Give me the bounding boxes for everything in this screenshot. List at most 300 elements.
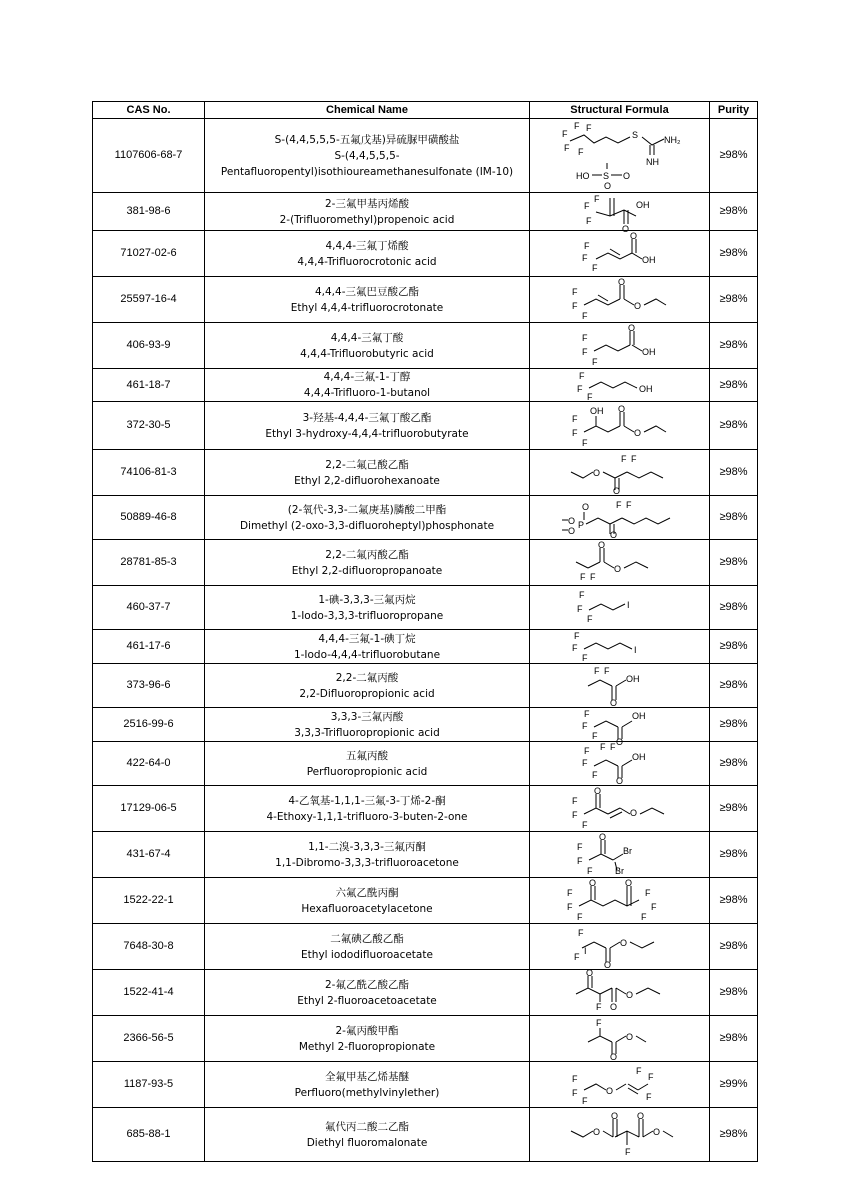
atom-label: O — [613, 563, 621, 574]
atom-label: OH — [631, 710, 645, 721]
atom-label: F — [573, 120, 579, 131]
atom-label: F — [603, 665, 609, 676]
cas-number: 381-98-6 — [93, 193, 205, 231]
atom-label: Br — [622, 845, 632, 856]
structure-drawing — [570, 404, 670, 448]
table-row — [93, 119, 758, 193]
atom-label: F — [576, 911, 582, 922]
atom-label: F — [577, 927, 583, 938]
purity-value: ≥98% — [710, 924, 758, 970]
purity-value: ≥98% — [710, 878, 758, 924]
structural-formula — [530, 1062, 710, 1108]
atom-label: F — [593, 665, 599, 676]
header-cas: CAS No. — [93, 102, 205, 119]
structure-drawing — [575, 588, 665, 628]
atom-label: OH — [641, 254, 655, 265]
atom-label: F — [599, 741, 605, 752]
atom-label: F — [583, 240, 589, 251]
atom-label: F — [583, 745, 589, 756]
atom-label: F — [591, 262, 597, 273]
cas-number: 1187-93-5 — [93, 1062, 205, 1108]
purity-value: ≥98% — [710, 970, 758, 1016]
atom-label: O — [617, 276, 625, 287]
english-name: 2,2-Difluoropropionic acid — [299, 687, 435, 700]
chinese-name: 2,2-二氟己酸乙酯 — [325, 458, 409, 471]
purity-value: ≥98% — [710, 496, 758, 540]
atom-label: O — [617, 403, 625, 414]
structural-formula — [530, 967, 710, 1016]
structural-formula — [530, 832, 710, 878]
structural-formula — [530, 450, 710, 496]
structure-drawing — [580, 1018, 660, 1060]
english-name: 4,4,4-Trifluorocrotonic acid — [297, 255, 437, 268]
cas-number: 25597-16-4 — [93, 277, 205, 323]
atom-label: O — [629, 807, 637, 818]
english-name: Dimethyl (2-oxo-3,3-difluoroheptyl)phosphonate — [239, 519, 495, 532]
purity-value: ≥98% — [710, 231, 758, 277]
atom-label: O — [609, 529, 617, 540]
atom-label: O — [624, 877, 632, 888]
atom-label: F — [571, 1087, 577, 1098]
chinese-name: 六氟乙酰丙酮 — [335, 886, 399, 899]
atom-label: HO — [575, 170, 589, 181]
atom-label: O — [597, 539, 605, 550]
chemical-name — [205, 630, 530, 664]
cas-number: 460-37-7 — [93, 586, 205, 630]
chinese-name: 4,4,4-三氟巴豆酸乙酯 — [314, 285, 419, 298]
atom-label: F — [571, 413, 577, 424]
chemical-name — [205, 496, 530, 540]
chinese-name: 2-氟乙酰乙酸乙酯 — [325, 978, 409, 991]
atom-label: F — [586, 865, 592, 876]
atom-label: O — [609, 697, 617, 708]
atom-label: O — [633, 427, 641, 438]
chinese-name: 3-羟基-4,4,4-三氟丁酸乙酯 — [302, 411, 432, 424]
cas-number: 685-88-1 — [93, 1108, 205, 1162]
chinese-name: 2,2-二氟丙酸乙酯 — [325, 548, 409, 561]
cas-number: 461-18-7 — [93, 369, 205, 402]
atom-label: I — [583, 945, 587, 956]
table-row — [93, 878, 758, 924]
chinese-name: 3,3,3-三氟丙酸 — [330, 710, 404, 723]
structure-drawing — [560, 498, 680, 538]
english-name: 2-(Trifluoromethyl)propenoic acid — [279, 213, 455, 226]
chemical-name — [205, 832, 530, 878]
atom-label: F — [630, 453, 636, 464]
chinese-name: 4,4,4-三氟-1-丁醇 — [323, 371, 411, 383]
english-name-line2: Pentafluoropentyl)isothioureamethanesulfonate (IM-10) — [220, 165, 514, 178]
english-name: 4,4,4-Trifluorobutyric acid — [300, 347, 434, 360]
atom-label: F — [571, 300, 577, 311]
table-row — [93, 630, 758, 664]
atom-label: F — [645, 1091, 651, 1102]
purity-value: ≥98% — [710, 664, 758, 708]
chemical-name — [205, 1062, 530, 1108]
english-name: 1,1-Dibromo-3,3,3-trifluoroacetone — [275, 856, 459, 869]
atom-label: F — [581, 310, 587, 321]
structure-drawing — [565, 1111, 675, 1159]
purity-value: ≥98% — [710, 277, 758, 323]
atom-label: F — [647, 1071, 653, 1082]
structure-drawing — [580, 322, 660, 367]
structure-drawing — [565, 877, 675, 922]
english-name: Perfluoropropionic acid — [306, 765, 428, 778]
atom-label: O — [592, 1126, 600, 1137]
structural-formula — [530, 369, 710, 402]
structure-drawing — [570, 967, 670, 1014]
chinese-name: (2-氧代-3,3-二氟庚基)膦酸二甲酯 — [287, 503, 447, 516]
atom-label: F — [581, 757, 587, 768]
purity-value: ≥98% — [710, 786, 758, 832]
purity-value: ≥98% — [710, 119, 758, 193]
structure-drawing — [570, 785, 670, 830]
atom-label: F — [576, 603, 582, 614]
table-row — [93, 496, 758, 540]
atom-label: S — [631, 129, 638, 140]
atom-label: F — [620, 453, 626, 464]
table-row — [93, 369, 758, 402]
atom-label: O — [610, 1110, 618, 1121]
product-sheet — [92, 101, 757, 1162]
chemical-name — [205, 970, 530, 1016]
atom-label: O — [609, 1051, 617, 1062]
structural-formula — [530, 119, 710, 193]
atom-label: OH — [589, 405, 603, 416]
header-chemical-name: Chemical Name — [205, 102, 530, 119]
purity-value: ≥98% — [710, 1108, 758, 1162]
table-row — [93, 540, 758, 586]
atom-label: F — [571, 642, 577, 653]
cas-number: 2366-56-5 — [93, 1016, 205, 1062]
cas-number: 50889-46-8 — [93, 496, 205, 540]
structural-formula — [530, 193, 710, 234]
chinese-name: S-(4,4,5,5,5-五氟戊基)异硫脲甲磺酸盐 — [274, 133, 460, 146]
cas-number: 71027-02-6 — [93, 231, 205, 277]
atom-label: F — [578, 371, 584, 381]
atom-label: F — [635, 1065, 641, 1076]
atom-label: O — [619, 937, 627, 948]
chinese-name: 4,4,4-三氟丁酸 — [330, 331, 404, 344]
atom-label: O — [612, 485, 620, 496]
chemical-name — [205, 402, 530, 450]
purity-value: ≥98% — [710, 369, 758, 402]
chemical-name — [205, 786, 530, 832]
structural-formula — [530, 1016, 710, 1062]
atom-label: S — [602, 170, 609, 181]
atom-label: F — [576, 855, 582, 866]
atom-label: F — [591, 730, 597, 741]
atom-label: F — [624, 1146, 630, 1157]
atom-label: F — [576, 384, 582, 394]
atom-label: O — [603, 959, 611, 970]
cas-number: 1522-41-4 — [93, 970, 205, 1016]
structural-formula — [530, 540, 710, 586]
structure-drawing — [580, 193, 660, 234]
atom-label: O — [615, 736, 623, 747]
chemical-name — [205, 924, 530, 970]
structural-formula — [530, 742, 710, 786]
english-name: S-(4,4,5,5,5- — [334, 149, 400, 162]
cas-number: 28781-85-3 — [93, 540, 205, 586]
chinese-name: 二氟碘乙酸乙酯 — [330, 932, 404, 945]
table-row — [93, 323, 758, 369]
purity-value: ≥98% — [710, 193, 758, 231]
structure-drawing — [570, 1066, 670, 1104]
atom-label: I — [633, 644, 637, 655]
structure-drawing — [580, 666, 660, 706]
structural-formula — [530, 323, 710, 369]
structural-formula — [530, 402, 710, 450]
structural-formula — [530, 786, 710, 832]
atom-label: F — [650, 901, 656, 912]
atom-label: I — [626, 599, 630, 610]
atom-label: F — [591, 769, 597, 780]
atom-label: F — [581, 720, 587, 731]
atom-label: F — [609, 741, 615, 752]
chemical-name — [205, 369, 530, 402]
cas-number: 406-93-9 — [93, 323, 205, 369]
atom-label: O — [605, 1085, 613, 1096]
atom-label: F — [571, 286, 577, 297]
english-name: Perfluoro(methylvinylether) — [294, 1086, 440, 1099]
structural-formula — [530, 496, 710, 540]
header-structural-formula: Structural Formula — [530, 102, 710, 119]
chinese-name: 4,4,4-三氟丁烯酸 — [325, 239, 409, 252]
atom-label: F — [581, 346, 587, 357]
atom-label: F — [640, 911, 646, 922]
table-row — [93, 708, 758, 742]
chinese-name: 1-碘-3,3,3-三氟丙烷 — [318, 593, 416, 606]
atom-label: NH₂ — [663, 134, 680, 145]
chinese-name: 4,4,4-三氟-1-碘丁烷 — [318, 632, 416, 645]
structural-formula — [530, 586, 710, 630]
purity-value: ≥98% — [710, 832, 758, 878]
atom-label: F — [585, 122, 591, 133]
structure-drawing — [580, 708, 660, 747]
chemical-name — [205, 450, 530, 496]
atom-label: F — [571, 427, 577, 438]
chinese-name: 1,1-二溴-3,3,3-三氟丙酮 — [308, 840, 426, 853]
structural-formula — [530, 277, 710, 323]
structural-formula — [530, 630, 710, 664]
atom-label: OH — [641, 346, 655, 357]
chinese-name: 2,2-二氟丙酸 — [335, 671, 399, 684]
chinese-name: 4-乙氧基-1,1,1-三氟-3-丁烯-2-酮 — [288, 794, 446, 807]
atom-label: F — [591, 356, 597, 367]
cas-number: 1107606-68-7 — [93, 119, 205, 193]
atom-label: O — [615, 775, 623, 786]
atom-label: P — [577, 519, 584, 530]
structure-drawing — [565, 452, 675, 494]
atom-label: O — [622, 170, 630, 181]
atom-label: O — [629, 230, 637, 241]
structural-formula — [530, 1108, 710, 1162]
chemical-name — [205, 742, 530, 786]
english-name: Ethyl 3-hydroxy-4,4,4-trifluorobutyrate — [265, 427, 469, 440]
cas-number: 372-30-5 — [93, 402, 205, 450]
atom-label: F — [625, 499, 631, 510]
structure-drawing — [580, 741, 660, 786]
chemical-name — [205, 708, 530, 742]
english-name: 1-Iodo-4,4,4-trifluorobutane — [293, 648, 441, 661]
atom-label: O — [621, 223, 629, 234]
atom-label: O — [598, 831, 606, 842]
cas-number: 74106-81-3 — [93, 450, 205, 496]
cas-number: 1522-22-1 — [93, 878, 205, 924]
chemical-name — [205, 586, 530, 630]
purity-value: ≥99% — [710, 1062, 758, 1108]
purity-value: ≥98% — [710, 708, 758, 742]
atom-label: F — [561, 128, 567, 139]
atom-label: O — [603, 180, 611, 191]
atom-label: F — [566, 901, 572, 912]
atom-label: F — [581, 652, 587, 663]
table-row — [93, 786, 758, 832]
atom-label: F — [586, 392, 592, 402]
atom-label: O — [588, 877, 596, 888]
cas-number: 431-67-4 — [93, 832, 205, 878]
cas-number: 2516-99-6 — [93, 708, 205, 742]
atom-label: F — [581, 437, 587, 448]
table-row — [93, 402, 758, 450]
atom-label: F — [577, 146, 583, 157]
cas-number: 17129-06-5 — [93, 786, 205, 832]
english-name: Methyl 2-fluoropropionate — [298, 1040, 436, 1053]
structural-formula — [530, 708, 710, 747]
structure-drawing — [570, 631, 670, 663]
atom-label: O — [633, 300, 641, 311]
atom-label: OH — [631, 751, 645, 762]
atom-label: O — [567, 515, 575, 526]
english-name: Hexafluoroacetylacetone — [301, 902, 433, 915]
atom-label: F — [581, 1095, 587, 1106]
structure-drawing — [575, 831, 665, 876]
table-row — [93, 193, 758, 231]
purity-value: ≥98% — [710, 1016, 758, 1062]
table-row — [93, 970, 758, 1016]
table-row — [93, 277, 758, 323]
structural-formula — [530, 878, 710, 924]
atom-label: F — [595, 1017, 601, 1028]
table-row — [93, 664, 758, 708]
atom-label: F — [583, 200, 589, 211]
structure-drawing — [570, 276, 670, 321]
table-row — [93, 1016, 758, 1062]
atom-label: F — [583, 708, 589, 719]
purity-value: ≥98% — [710, 323, 758, 369]
structural-formula — [530, 924, 710, 970]
purity-value: ≥98% — [710, 630, 758, 664]
chinese-name: 五氟丙酸 — [346, 749, 388, 762]
chemical-name — [205, 540, 530, 586]
purity-value: ≥98% — [710, 540, 758, 586]
atom-label: OH — [638, 384, 652, 394]
english-name: Ethyl 2-fluoroacetoacetate — [297, 994, 437, 1007]
atom-label: OH — [635, 199, 649, 210]
atom-label: O — [636, 1110, 644, 1121]
table-row — [93, 1062, 758, 1108]
header-purity: Purity — [710, 102, 758, 119]
atom-label: F — [571, 1073, 577, 1084]
atom-label: F — [581, 252, 587, 263]
chemical-name — [205, 119, 530, 193]
english-name: 1-Iodo-3,3,3-trifluoropropane — [290, 609, 444, 622]
atom-label: F — [573, 951, 579, 962]
table-row — [93, 742, 758, 786]
structure-drawing — [575, 370, 665, 400]
atom-label: OH — [625, 673, 639, 684]
chemical-name — [205, 1108, 530, 1162]
cas-number: 422-64-0 — [93, 742, 205, 786]
atom-label: F — [579, 571, 585, 582]
chemical-name — [205, 878, 530, 924]
english-name: Diethyl fluoromalonate — [306, 1136, 428, 1149]
chemical-name — [205, 1016, 530, 1062]
purity-value: ≥98% — [710, 402, 758, 450]
atom-label: F — [595, 1001, 601, 1012]
chemical-name — [205, 277, 530, 323]
structural-formula — [530, 664, 710, 708]
atom-label: O — [567, 525, 575, 536]
chinese-name: 全氟甲基乙烯基醚 — [325, 1070, 409, 1083]
structure-drawing — [570, 926, 670, 968]
atom-label: F — [644, 887, 650, 898]
english-name: 4-Ethoxy-1,1,1-trifluoro-3-buten-2-one — [266, 810, 468, 823]
atom-label: F — [581, 819, 587, 830]
table-row — [93, 586, 758, 630]
english-name: Ethyl 2,2-difluorohexanoate — [294, 474, 440, 487]
cas-number: 7648-30-8 — [93, 924, 205, 970]
cas-number: 461-17-6 — [93, 630, 205, 664]
english-name: Ethyl 4,4,4-trifluorocrotonate — [290, 301, 444, 314]
atom-label: O — [625, 1031, 633, 1042]
english-name: Ethyl 2,2-difluoropropanoate — [291, 564, 443, 577]
chinese-name: 氟代丙二酸二乙酯 — [325, 1120, 409, 1133]
atom-label: F — [615, 499, 621, 510]
atom-label: O — [627, 322, 635, 333]
atom-label: O — [592, 467, 600, 478]
cas-number: 373-96-6 — [93, 664, 205, 708]
chinese-name: 2-三氟甲基丙烯酸 — [325, 197, 409, 210]
atom-label: O — [652, 1126, 660, 1137]
atom-label: F — [578, 589, 584, 600]
chinese-name: 2-氟丙酸甲酯 — [335, 1024, 399, 1037]
atom-label: F — [573, 630, 579, 641]
purity-value: ≥98% — [710, 450, 758, 496]
atom-label: F — [581, 332, 587, 343]
atom-label: Br — [614, 865, 624, 876]
atom-label: F — [571, 809, 577, 820]
structure-drawing — [560, 120, 680, 191]
table-row — [93, 450, 758, 496]
english-name: Ethyl iododifluoroacetate — [301, 948, 433, 961]
table-row — [93, 924, 758, 970]
chemical-name — [205, 193, 530, 231]
structure-drawing — [570, 539, 670, 584]
table-header-row — [93, 102, 758, 119]
atom-label: F — [586, 613, 592, 624]
chemical-name — [205, 664, 530, 708]
purity-value: ≥98% — [710, 586, 758, 630]
structure-drawing — [580, 230, 660, 275]
table-row — [93, 832, 758, 878]
structural-formula — [530, 231, 710, 277]
atom-label: F — [576, 841, 582, 852]
chemical-name — [205, 231, 530, 277]
atom-label: O — [585, 967, 593, 978]
atom-label: F — [593, 193, 599, 204]
atom-label: O — [625, 989, 633, 1000]
